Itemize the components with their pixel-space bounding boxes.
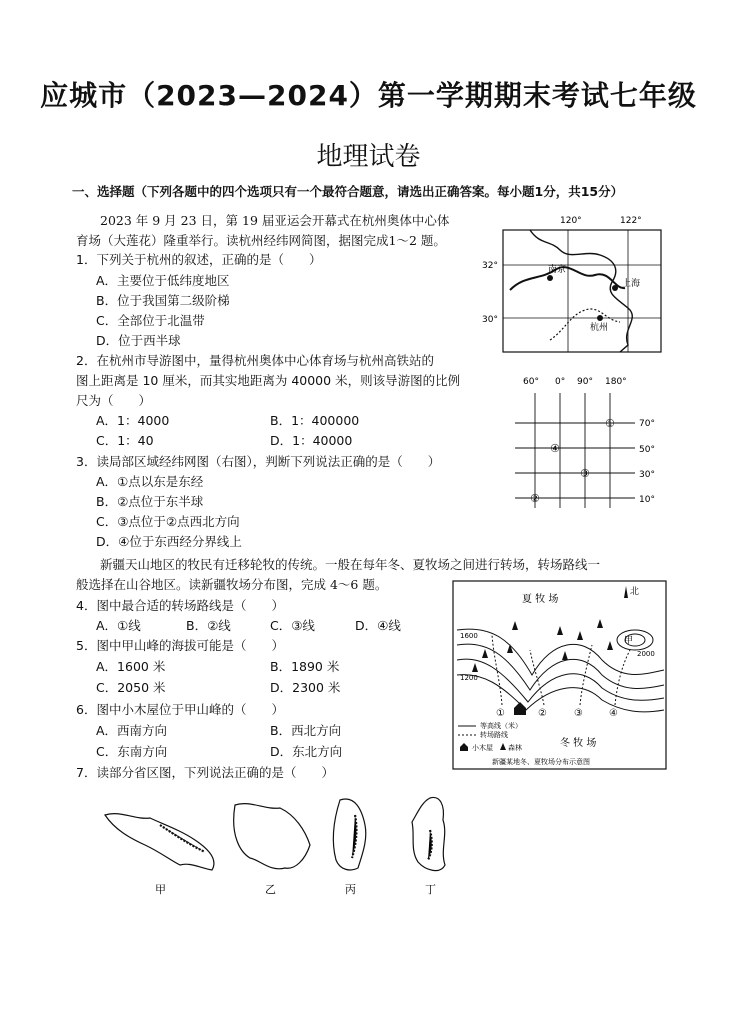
nanjing-dot [547,275,553,281]
q1-option-b[interactable]: B．位于我国第二级阶梯 [96,293,230,308]
map-lat-30: 30° [482,315,498,325]
province-border [550,309,620,340]
grid-top-90: 90° [577,377,593,387]
route-4: ④ [609,708,618,719]
grid-point-2: ② [530,492,540,505]
province-jia-mountains [160,825,205,852]
hangzhou-map [470,210,680,360]
shanghai-dot [612,285,618,291]
map-city-hangzhou: 杭州 [590,323,609,333]
q5-option-b[interactable]: B．1890 米 [270,659,340,674]
map-lon-120: 120° [560,216,582,226]
q4-option-a[interactable]: A．①线 [96,618,141,633]
province-outlines [100,790,480,900]
grid-point-1: ① [605,417,615,430]
grid-right-30: 30° [639,470,655,480]
q1-option-d[interactable]: D．位于西半球 [96,333,181,348]
section-heading: 一、选择题（下列各题中的四个选项只有一个最符合题意，请选出正确答案。每小题1分，共15分） [72,184,624,199]
q6-option-c[interactable]: C．东南方向 [96,744,168,759]
route-2: ② [538,708,547,719]
peak-label: 甲 [624,636,634,646]
exam-subtitle: 地理试卷 [316,142,421,172]
q2-line2: 图上距离是 10 厘米，而其实地距离为 40000 米，则该导游图的比例 [76,373,461,388]
q2-line1: 2．在杭州市导游图中，量得杭州奥体中心体育场与杭州高铁站的 [76,353,434,368]
q6-option-d[interactable]: D．东北方向 [270,744,343,759]
passage1-line1: 2023 年 9 月 23 日，第 19 届亚运会开幕式在杭州奥体中心体 [100,213,450,228]
pasture-map [452,580,667,770]
summer-pasture-label: 夏 牧 场 [522,594,559,605]
grid-top-180: 180° [605,377,627,387]
q4-option-d[interactable]: D．④线 [355,618,401,633]
province-ding-outline [412,797,445,870]
contour-1200: 1200 [460,674,478,682]
province-label-yi: 乙 [265,883,276,896]
latlong-grid-map [505,368,695,518]
province-bing-mountains [352,815,356,858]
route-3: ③ [574,708,583,719]
q4-option-b[interactable]: B．②线 [186,618,231,633]
passage2-line1: 新疆天山地区的牧民有迁移轮牧的传统。一般在每年冬、夏牧场之间进行转场，转场路线一 [100,557,601,572]
q2-option-c[interactable]: C．1：40 [96,433,154,448]
q5-option-a[interactable]: A．1600 米 [96,659,166,674]
province-yi-outline [234,804,310,869]
q4-stem: 4．图中最合适的转场路线是（ ） [76,598,284,613]
q3-option-a[interactable]: A．①点以东是东经 [96,474,204,489]
q3-option-c[interactable]: C．③点位于②点西北方向 [96,514,240,529]
legend-hut: 小木屋 [472,744,493,752]
route-1: ① [496,708,505,719]
contour-1600: 1600 [460,632,478,640]
q4-option-c[interactable]: C．③线 [270,618,315,633]
legend-route: 转场路线 [480,731,508,739]
province-jia-outline [105,814,214,870]
q5-option-d[interactable]: D．2300 米 [270,680,341,695]
map-city-nanjing: 南京 [548,265,567,275]
q3-stem: 3．读局部区域经纬网图（右图），判断下列说法正确的是（ ） [76,454,441,469]
q5-stem: 5．图中甲山峰的海拔可能是（ ） [76,638,284,653]
legend-forest: 森林 [508,744,522,752]
q5-option-c[interactable]: C．2050 米 [96,680,166,695]
legend-contour: 等高线（米） [480,722,522,730]
q6-stem: 6．图中小木屋位于甲山峰的（ ） [76,702,284,717]
map-city-shanghai: 上海 [622,279,641,289]
yangtze-river [510,267,625,290]
grid-point-4: ④ [550,442,560,455]
winter-pasture-label: 冬 牧 场 [560,738,597,749]
q3-option-b[interactable]: B．②点位于东半球 [96,494,204,509]
passage1-line2: 育场（大莲花）隆重举行。读杭州经纬网简图，据图完成1～2 题。 [76,233,446,248]
north-arrow-label: 北 [630,587,640,597]
grid-point-3: ③ [580,467,590,480]
grid-right-10: 10° [639,495,655,505]
province-ding-mountains [428,830,432,860]
passage2-line2: 般选择在山谷地区。读新疆牧场分布图，完成 4～6 题。 [76,577,388,592]
q2-option-d[interactable]: D．1：40000 [270,433,353,448]
province-label-ding: 丁 [425,883,436,896]
q1-option-c[interactable]: C．全部位于北温带 [96,313,205,328]
q7-stem: 7．读部分省区图，下列说法正确的是（ ） [76,765,334,780]
map-lat-32: 32° [482,261,498,271]
exam-title: 应城市（2023—2024）第一学期期末考试七年级 [40,79,697,112]
province-label-jia: 甲 [155,883,166,896]
hangzhou-dot [597,315,603,321]
pasture-map-caption: 新疆某地冬、夏牧场分布示意图 [492,758,590,766]
grid-right-70: 70° [639,419,655,429]
coastline [530,230,632,352]
q3-option-d[interactable]: D．④位于东西经分界线上 [96,534,242,549]
q1-option-a[interactable]: A．主要位于低纬度地区 [96,273,230,288]
q1-stem: 1．下列关于杭州的叙述，正确的是（ ） [76,252,322,267]
grid-top-60: 60° [523,377,539,387]
grid-right-50: 50° [639,445,655,455]
province-bing-outline [333,799,365,870]
map-lon-122: 122° [620,216,642,226]
province-label-bing: 丙 [345,883,356,896]
grid-top-0: 0° [555,377,566,387]
q2-option-b[interactable]: B．1：400000 [270,413,360,428]
q6-option-a[interactable]: A．西南方向 [96,723,168,738]
q2-line3: 尺为（ ） [76,393,152,408]
q2-option-a[interactable]: A．1：4000 [96,413,170,428]
q6-option-b[interactable]: B．西北方向 [270,723,342,738]
contour-2000: 2000 [637,650,655,658]
